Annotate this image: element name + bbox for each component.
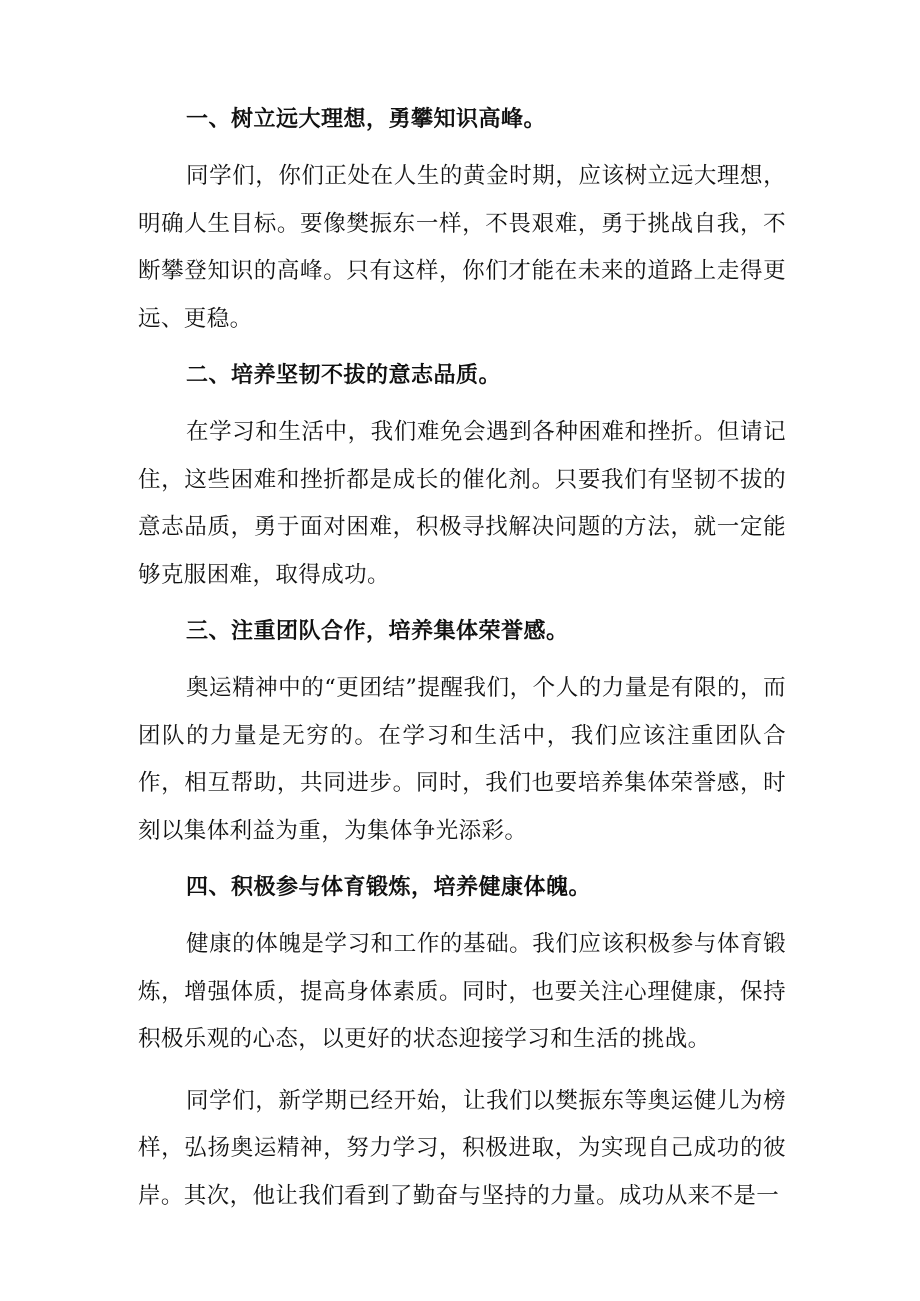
closing-paragraph: 同学们，新学期已经开始，让我们以樊振东等奥运健儿为榜样，弘扬奥运精神，努力学习，积极进取，为实现自己成功的彼岸。其次，他让我们看到了勤奋与坚持的力量。成功从来不是一 [138,1087,786,1209]
section-heading-1: 一、树立远大理想，勇攀知识高峰。 [186,107,547,132]
section-paragraph-1: 同学们，你们正处在人生的黄金时期，应该树立远大理想，明确人生目标。要像樊振东一样，不畏艰难，勇于挑战自我，不断攀登知识的高峰。只有这样，你们才能在未来的道路上走得更远、更稳。 [138,163,786,332]
section-paragraph-2: 在学习和生活中，我们难免会遇到各种困难和挫折。但请记住，这些困难和挫折都是成长的催化剂。只要我们有坚韧不拔的意志品质，勇于面对困难，积极寻找解决问题的方法，就一定能够克服困难，取得成功。 [138,419,786,588]
section-paragraph-3: 奥运精神中的“更团结”提醒我们，个人的力量是有限的，而团队的力量是无穷的。在学习和生活中，我们应该注重团队合作，相互帮助，共同进步。同时，我们也要培养集体荣誉感，时刻以集体利益为重，为集体争光添彩。 [138,675,786,844]
section-heading-2: 二、培养坚韧不拔的意志品质。 [186,363,502,388]
section-paragraph-4: 健康的体魄是学习和工作的基础。我们应该积极参与体育锻炼，增强体质，提高身体素质。同时，也要关注心理健康，保持积极乐观的心态，以更好的状态迎接学习和生活的挑战。 [138,931,786,1052]
section-heading-4: 四、积极参与体育锻炼，培养健康体魄。 [186,875,592,900]
document-body [138,105,786,1238]
section-heading-3: 三、注重团队合作，培养集体荣誉感。 [186,619,569,644]
